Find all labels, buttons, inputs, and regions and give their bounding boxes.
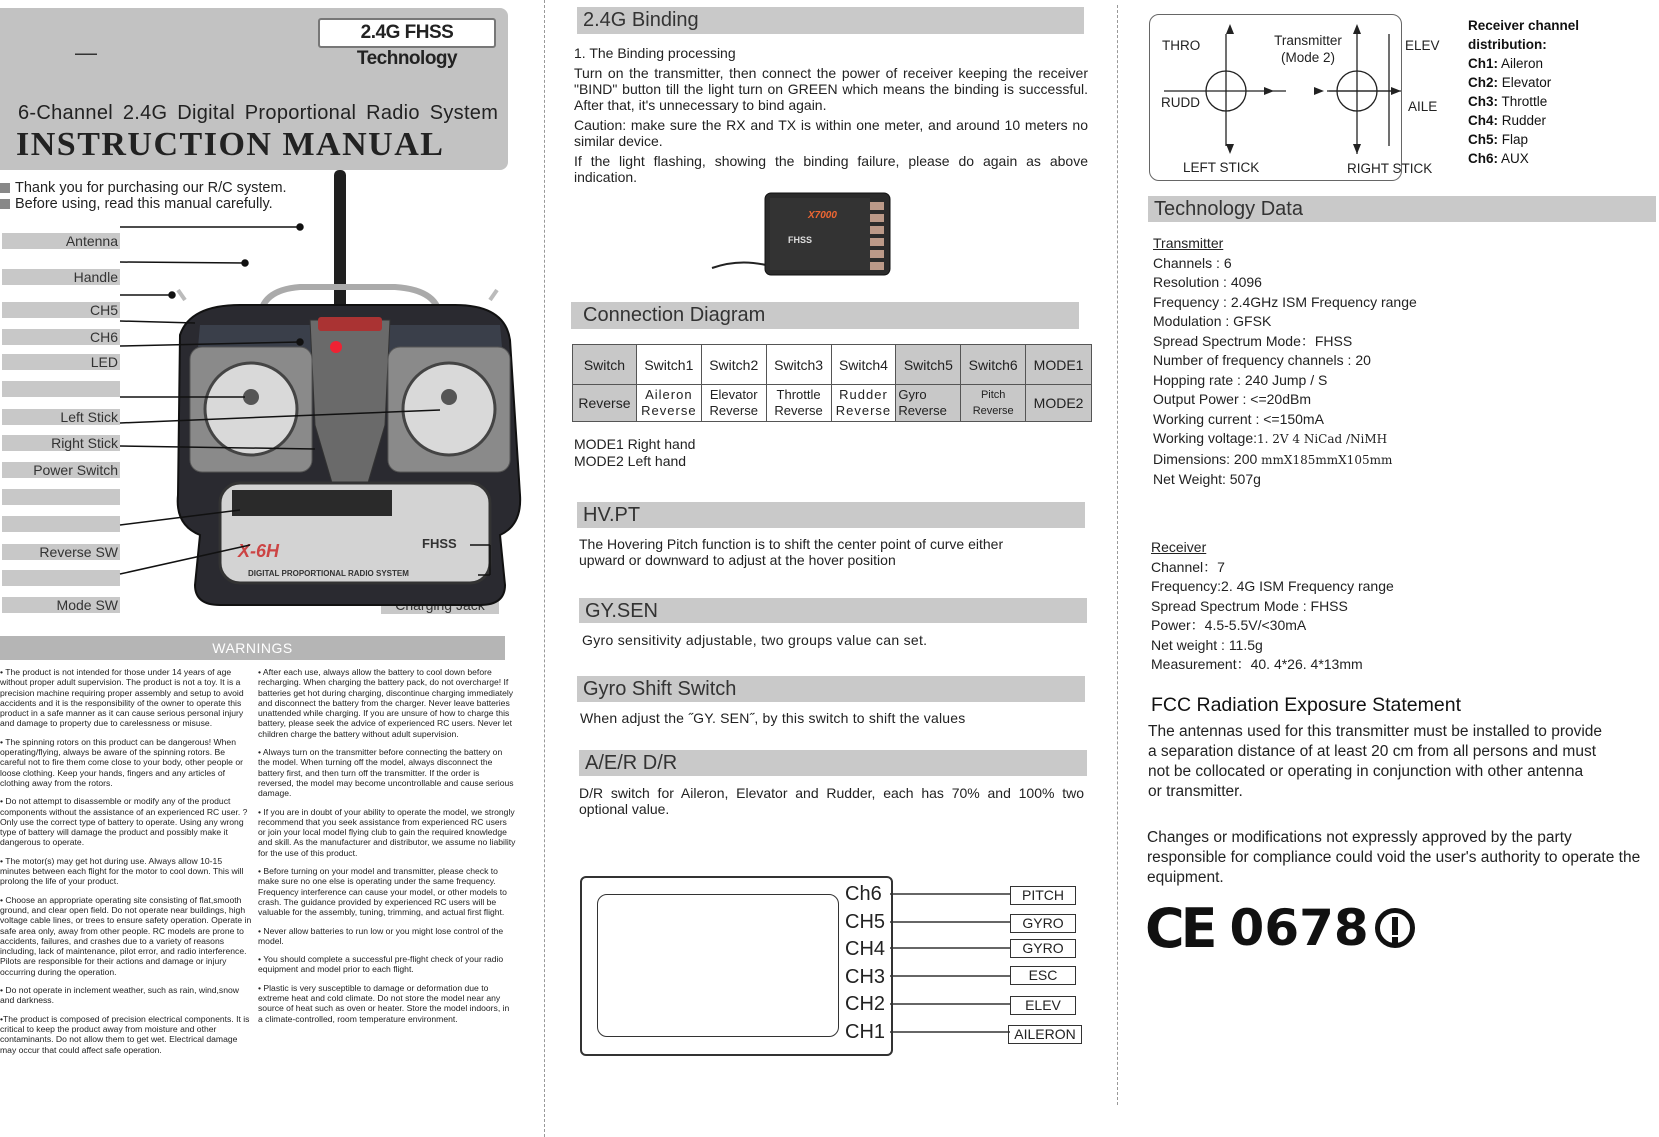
channel-label: CH4 [845,938,886,960]
dimension-value: mmX185mmX105mm [1261,452,1393,467]
table-cell: MODE2 [1026,385,1092,422]
fcc-line: not be collocated or operating in conjunction with other antenna [1148,763,1584,780]
aer-text: D/R switch for Aileron, Elevator and Rudder, each has 70% and 100% two optional value. [579,785,1084,817]
list-item [1468,54,1659,73]
channel-label: CH3 [845,965,886,988]
binding-title: 2.4G Binding [577,7,1084,34]
techdata-title: Technology Data [1148,196,1656,222]
ch-value: Flap [1501,132,1529,147]
table-cell: Gyro Reverse [896,385,961,422]
channel-label: CH5 [845,910,886,933]
aer-title: A/E/R D/R [579,750,1087,776]
list-item [1468,111,1659,130]
ch-key: Ch5: [1468,132,1498,147]
dimension-label: Dimensions: 200 [1153,450,1262,467]
table-cell: Aileron Reverse [636,385,701,422]
tagline-text: DIGITAL PROPORTIONAL RADIO SYSTEM [248,569,409,578]
table-row [573,345,1092,385]
rx-heading: Receiver [1151,539,1207,555]
table-cell: Pitch Reverse [961,385,1026,422]
binding-para-3: If the light flashing, showing the binding failure, please do again as above indication. [574,153,1088,185]
fcc-line: a separation distance of at least 20 cm from all persons and must [1148,743,1597,760]
thro-label: THRO [1162,38,1201,53]
table-cell: Switch6 [961,345,1026,385]
ch-key: Ch6: [1468,151,1498,166]
warning-item: • Choose an appropriate operating site consisting of flat,smooth ground, and clear open field. Do not operate near buildings, high voltage cable lines, or trees to ensure safety operation. Operate in safe area only, away from other people. RC models are prone to accidents, failures, and crashes due to a variety of reasons including, lack of maintenance, pilot error, and radio interference. Pilots are responsible for their actions and damage or injury occurring during the operation. [0,894,252,977]
mode2-text: MODE2 Left hand [574,453,687,469]
fcc-line: or transmitter. [1148,783,1243,800]
spec-line: Output Power : <=20dBm [1153,391,1311,407]
gyroshift-text: When adjust the ˝GY. SEN˝, by this switch to shift the values [580,710,966,726]
ch-value: AUX [1501,151,1529,166]
transmitter-illustration [0,165,525,635]
spec-line [1153,450,1633,471]
channel-label: Ch6 [845,883,882,905]
warnings-title: WARNINGS [0,636,505,660]
logo-plate [318,317,382,331]
brand-text: X-6H [238,541,280,561]
fcc-title: FCC Radiation Exposure Statement [1151,694,1461,716]
left-stick-label: LEFT STICK [1183,160,1260,175]
list-item [1468,130,1659,149]
spec-line: Net weight : 11.5g [1151,636,1263,653]
spec-line: Resolution : 4096 [1153,274,1262,290]
warning-item: • Do not operate in inclement weather, such as rain, wind,snow and darkness. [0,985,239,1006]
ch-key: Ch3: [1468,94,1498,109]
table-cell: Switch5 [896,345,961,385]
gysen-text: Gyro sensitivity adjustable, two groups value can set. [582,632,928,648]
warning-item: • The spinning rotors on this product can be dangerous! When operating/flying, always be aware of the spinning rotors. Be careful not to fire them come close to your body, other people or loose clothing. Keep your hands, fingers and any articles of clothing away from the rotors. [0,736,243,788]
header-dash: — [75,40,97,65]
binding-para-2: Caution: make sure the RX and TX is within one meter, and around 10 meters no similar device. [574,117,1088,149]
function-box-gyro: GYRO [1010,914,1076,933]
tx-spec-list [1153,234,1633,490]
list-item [1468,92,1659,111]
left-stick-knob [243,389,259,405]
voltage-value: 1. 2V 4 NiCad /NiMH [1257,432,1388,446]
list-item [1468,149,1659,168]
channel-distribution [1468,16,1659,168]
warning-item: • If you are in doubt of your ability to operate the model, we strongly recommend that you seek assistance from experienced RC users or join your local model flying club to gain the required knowledge and skill. As the manufacturer and distributor, we assume no liability for the use of this product. [258,806,516,858]
receiver-fhss-text: FHSS [788,235,813,245]
channel-label: CH2 [845,993,886,1015]
ch-key: Ch1: [1468,56,1498,71]
label-left-stick: Left Stick [2,409,120,425]
ch-value: Elevator [1501,75,1552,90]
function-box-gyro-2: GYRO [1010,939,1076,958]
receiver-label-area [770,198,870,270]
antenna-shape [334,170,346,320]
spec-line: Modulation : GFSK [1153,313,1272,329]
receiver-image [710,188,900,280]
fcc-para-2: Changes or modifications not expressly approved by the party responsible for compliance could void the user's authority to operate the equipment. [1147,829,1641,886]
table-cell: Switch1 [636,345,701,385]
spec-line: Channel：7 [1151,558,1225,575]
label-right-stick: Right Stick [2,435,120,451]
mode-diagram-title-2: (Mode 2) [1280,50,1336,65]
manual-title: INSTRUCTION MANUAL [16,126,445,163]
list-item [1468,73,1659,92]
intro-text-2: Before using, read this manual carefully. [15,196,273,212]
mode1-text: MODE1 Right hand [574,436,696,452]
label-power-switch: Power Switch [2,462,120,478]
spec-line: Working current : <=150mA [1153,410,1324,427]
table-cell: Switch [573,345,637,385]
warning-item: • Always turn on the transmitter before connecting the battery on the model. When turning off the model, always disconnect the battery first, and then turn off the transmitter. If the order is reversed, the model may become uncontrollable and cause serious damage. [258,747,514,799]
hvpt-text: The Hovering Pitch function is to shift the center point of curve either upward or downward to adjust at the hover position [579,536,1004,568]
spec-line: Spread Spectrum Mode：FHSS [1153,332,1353,349]
spec-line: Number of frequency channels : 20 [1153,352,1371,368]
binding-para-1: Turn on the transmitter, then connect the power of receiver keeping the receiver "BIND" button till the light turn on GREEN which means the binding is successful. After that, it's unnecessary to bind again. [574,65,1088,113]
table-cell: Switch4 [831,345,896,385]
warning-item: • Plastic is very susceptible to damage or deformation due to extreme heat and cold climate. Do not store the model near any source of heat such as oven or heater. Store the model indoors, in a climate-controlled, room temperature environment. [258,982,510,1024]
table-cell: Switch2 [701,345,766,385]
alert-circle-icon [1375,908,1415,948]
function-box-esc: ESC [1010,966,1076,985]
receiver-antenna-wire [712,262,770,268]
function-box-elev: ELEV [1010,996,1076,1015]
receiver-model-text: X7000 [808,210,837,221]
mode-diagram-title [1263,32,1353,66]
table-cell: Switch3 [766,345,831,385]
column-divider-2 [1117,5,1118,1105]
channel-distribution-title: Receiver channel distribution: [1468,18,1580,52]
warning-item: • Before turning on your model and transmitter, please check to make sure no one else is operating under the same frequency. Frequency interference can cause your model, or other models to crash. The guidance provided by experienced RC users will be valuable for the assembly, tuning, trimming, and actual first flight. [258,866,507,918]
ch-key: Ch2: [1468,75,1498,90]
table-row [573,385,1092,422]
spec-line: Frequency:2. 4G ISM Frequency range [1151,578,1394,594]
receiver-diagram-inner [597,894,839,1037]
ch-value: Throttle [1501,94,1548,109]
mode-diagram-title-1: Transmitter [1274,33,1342,48]
table-cell: Elevator Reverse [701,385,766,422]
ch-key: Ch4: [1468,113,1498,128]
gyroshift-title: Gyro Shift Switch [577,676,1085,702]
header-subtitle: 6-Channel 2.4G Digital Proportional Radio System [18,102,499,124]
connection-table [572,344,1092,422]
label-reverse-sw: Reverse SW [2,544,120,560]
elev-label: ELEV [1405,38,1440,53]
tech-badge: 2.4G FHSS Technology [318,18,496,48]
channel-list [845,881,885,1046]
spec-line: Power：4.5-5.5V/<30mA [1151,617,1307,633]
label-handle: Handle [2,269,120,285]
hvpt-title: HV.PT [577,502,1085,528]
function-box-aileron: AILERON [1008,1025,1082,1044]
fcc-para-1 [1148,722,1653,802]
intro-text-1: Thank you for purchasing our R/C system. [15,180,287,196]
column-divider-1 [544,0,545,1137]
spec-line: Frequency : 2.4GHz ISM Frequency range [1153,293,1417,310]
left-stick-base [205,363,297,455]
rx-spec-list [1151,538,1631,675]
channel-label: CH1 [845,1020,886,1043]
warning-item: • The motor(s) may get hot during use. Always allow 10-15 minutes between each flight for the motor to cool down. This will prolong the life of your product. [0,855,244,887]
spec-line: Net Weight: 507g [1153,471,1261,487]
spec-line: Spread Spectrum Mode : FHSS [1151,597,1348,614]
warning-item: • After each use, always allow the battery to cool down before recharging. When charging the battery pack, do not overcharge! If batteries get hot during charging, discontinue charging immediately and disconnect the battery from the charger. Never leave batteries unattended while charging. If you are unsure of how to charge this battery, please seek the advice of experienced RC users. Never let children charge the battery without adult supervision. [258,667,514,739]
ce-mark-icon: CE [1145,896,1214,960]
function-box-pitch: PITCH [1010,886,1076,905]
label-antenna: Antenna [2,233,120,249]
ch-value: Rudder [1501,113,1547,128]
right-stick-knob [441,389,457,405]
right-stick-base [403,363,495,455]
table-cell: MODE1 [1026,345,1092,385]
ch6-switch [490,290,497,300]
led-light [330,341,342,353]
ce-number: 0678 [1229,899,1369,957]
channel-lines [890,880,1010,1050]
warning-item: •The product is composed of precision electrical components. It is critical to keep the product away from moisture and other contaminants. Do not allow them to get wet. Electrical damage may occur that could affect safe operation. [0,1013,250,1055]
switch-bank [232,490,392,516]
label-ch6: CH6 [2,329,120,345]
connection-title: Connection Diagram [571,302,1079,329]
gysen-title: GY.SEN [579,598,1087,623]
fcc-line: The antennas used for this transmitter must be installed to provide [1148,723,1603,740]
warnings-column-2 [258,667,516,1032]
tx-heading: Transmitter [1153,235,1224,251]
right-stick-label: RIGHT STICK [1347,161,1433,176]
warning-item: • You should complete a successful pre-flight check of your radio equipment and model prior to each flight. [258,954,504,975]
spec-line [1153,429,1633,450]
ch5-switch [178,290,185,300]
warnings-column-1 [0,667,252,1063]
binding-subtitle: 1. The Binding processing [574,45,736,61]
aile-label: AILE [1408,99,1438,114]
warning-item: • Never allow batteries to run low or you might lose control of the model. [258,925,504,946]
ch-value: Aileron [1501,56,1544,71]
voltage-label: Working voltage: [1153,430,1258,446]
spec-line: Measurement：40. 4*26. 4*13mm [1151,656,1363,672]
label-mode-sw: Mode SW [2,597,120,613]
table-cell: Reverse [573,385,637,422]
fhss-text: FHSS [422,536,457,551]
spec-line: Channels : 6 [1153,254,1232,271]
ce-marking [1145,898,1415,958]
rudd-label: RUDD [1161,95,1200,110]
warning-item: • Do not attempt to disassemble or modify any of the product components without the assistance of an experienced RC user. ? Only use the correct type of battery to operate. Using any wrong type of battery will damage the product and possibly make it dangerous to operate. [0,796,248,848]
spec-line: Hopping rate : 240 Jump / S [1153,371,1328,388]
label-ch5: CH5 [2,302,120,318]
warning-item: • The product is not intended for those under 14 years of age without proper adult supervision. The product is not a toy. It is a precision machine requiring proper assembly and setup to avoid accidents and it is the responsibility of the owner to operate this product in a safe manner as it can cause serious personal injury and damage to property due to carelessness or misuse. [0,667,244,729]
table-cell: Throttle Reverse [766,385,831,422]
label-led: LED [2,354,120,370]
table-cell: Rudder Reverse [831,385,896,422]
